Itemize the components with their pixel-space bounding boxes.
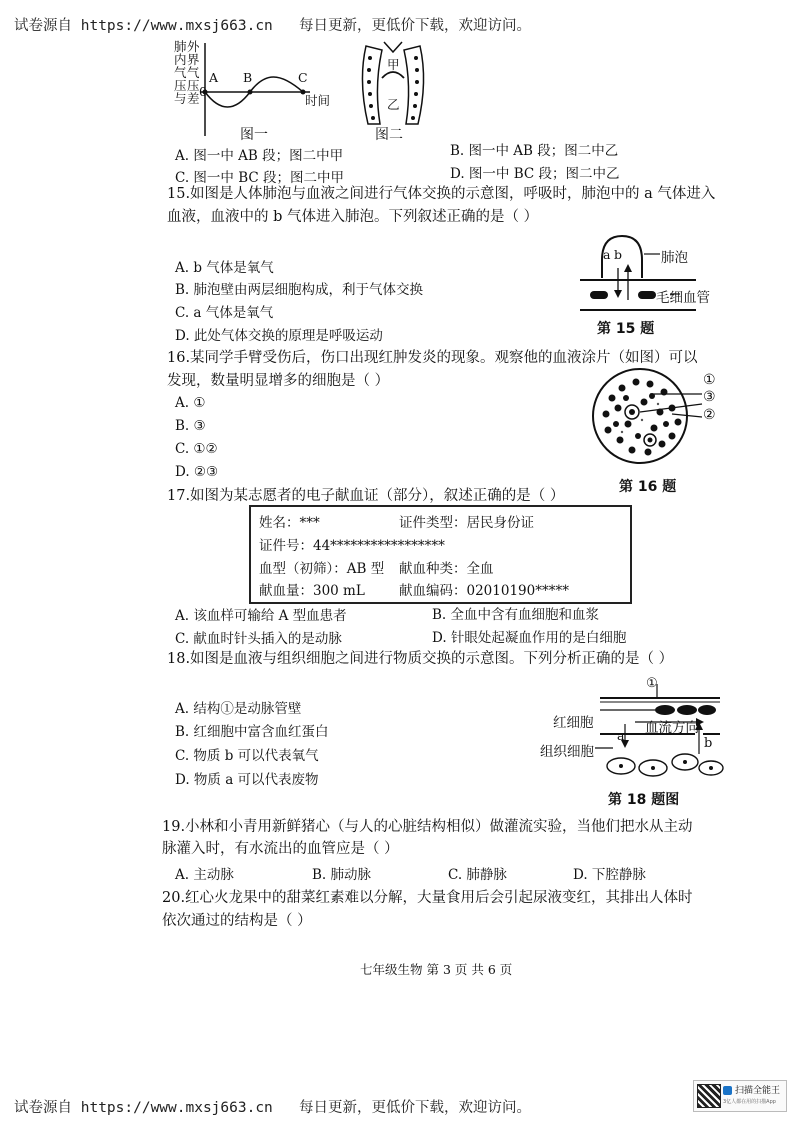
badge-title: 扫描全能王 [735,1086,781,1096]
fig2-left-wall [362,46,382,124]
q16-option-c[interactable]: C. ①② [175,441,218,457]
footer-url-link[interactable]: https://www.mxsj663.cn [80,1100,273,1116]
rbc-b [677,705,697,715]
q16-option-d[interactable]: D. ②③ [175,464,219,480]
q18-fig-caption: 第 18 题图 [608,792,680,808]
q15-stem-line-1: 15.如图是人体肺泡与血液之间进行气体交换的示意图，呼吸时，肺泡中的 a 气体进入 [167,186,716,202]
q18-fig-label-tissue: 组织细胞 [540,744,594,760]
fig1-caption: 图一 [240,127,268,143]
card-name: 姓名：*** [259,515,320,531]
q19-option-b[interactable]: B. 肺动脉 [312,867,372,883]
q15-option-c[interactable]: C. a 气体是氧气 [175,305,274,321]
card-code: 献血编码：02010190***** [399,583,569,599]
q18-fig-label-a: a [617,728,625,743]
fig2-label-lower: 乙 [387,97,400,112]
q15-fig-label-capillary: 毛细血管 [656,290,710,306]
rbc-c [698,705,716,715]
footer-slogan: 每日更新，更低价下载，欢迎访问。 [299,1100,531,1116]
rbc-1 [590,291,608,299]
q18-fig-label-flow: 血流方向 [645,720,699,736]
arrow-b-head [624,264,632,272]
q15-option-a[interactable]: A. b 气体是氧气 [175,260,274,276]
q14-option-c[interactable]: C. 图一中 BC 段；图二中甲 [175,170,345,186]
q17-option-a[interactable]: A. 该血样可输给 A 型血患者 [175,608,347,624]
q15-option-b[interactable]: B. 肺泡壁由两层细胞构成，利于气体交换 [175,282,424,298]
q15-fig-label-b: b [614,247,623,262]
header-slogan: 每日更新，更低价下载，欢迎访问。 [299,18,531,34]
q15-fig-label-a: a [603,247,611,262]
qr-code-icon [697,1084,721,1108]
header-bar [14,14,531,35]
q18-fig-label-b: b [704,736,713,751]
q17-option-b[interactable]: B. 全血中含有血细胞和血浆 [432,607,600,623]
q15-option-d[interactable]: D. 此处气体交换的原理是呼吸运动 [175,328,383,344]
q14-option-d[interactable]: D. 图一中 BC 段；图二中乙 [450,166,620,182]
q14-option-a[interactable]: A. 图一中 AB 段；图二中甲 [175,148,344,164]
q16-stem-line-1: 16.某同学手臂受伤后，伤口出现红肿发炎的现象。观察他的血液涂片（如图）可以 [167,350,698,366]
q15-fig-label-alveolus: 肺泡 [661,250,688,266]
header-source-label: 试卷源自 [14,18,72,34]
fig1-label-a: A [209,70,219,85]
fig1-ylabel-1: 肺内气压与 [174,39,187,106]
q18-option-a[interactable]: A. 结构①是动脉管壁 [175,701,302,717]
fig1-xlabel: 时间 [305,93,331,108]
fig2-top [384,42,402,52]
rbc-2 [638,291,656,299]
fig1-label-c: C [298,70,308,85]
fig1-origin: 0 [199,84,207,99]
q15-stem-line-2: 血液，血液中的 b 气体进入肺泡。下列叙述正确的是（ ） [167,209,539,225]
scanner-badge[interactable] [693,1080,787,1112]
q19-option-c[interactable]: C. 肺静脉 [448,867,507,883]
q18-fig-label-1: ① [646,676,658,691]
card-id-type: 证件类型：居民身份证 [399,515,534,531]
cs-logo-icon [723,1086,732,1095]
q20-stem-line-2: 依次通过的结构是（ ） [162,913,312,929]
card-donation-type: 献血种类：全血 [399,561,494,577]
figure-2-thorax [358,36,428,128]
q16-option-b[interactable]: B. ③ [175,418,206,434]
q17-stem: 17.如图为某志愿者的电子献血证（部分），叙述正确的是（ ） [167,488,565,504]
q18-fig-label-rbc: 红细胞 [553,715,594,731]
q16-fig-label-3: ③ [703,389,716,405]
q16-fig-caption: 第 16 题 [619,479,677,495]
q19-option-a[interactable]: A. 主动脉 [175,867,234,883]
q16-fig-label-2: ② [703,407,716,423]
q18-stem: 18.如图是血液与组织细胞之间进行物质交换的示意图。下列分析正确的是（ ） [167,651,674,667]
blood-donation-card [249,505,632,604]
q19-stem-line-1: 19.小林和小青用新鲜猪心（与人的心脏结构相似）做灌流实验，当他们把水从主动 [162,819,693,835]
q19-stem-line-2: 脉灌入时，有水流出的血管应是（ ） [162,841,399,857]
page-info: 七年级生物 第 3 页 共 6 页 [360,962,513,977]
footer-source-label: 试卷源自 [14,1100,72,1116]
q16-figure-blood-smear [592,368,712,468]
fig1-point-b [248,90,253,95]
q18-option-b[interactable]: B. 红细胞中富含血红蛋白 [175,724,329,740]
card-volume: 献血量：300 mL [259,583,365,599]
q17-option-d[interactable]: D. 针眼处起凝血作用的是白细胞 [432,630,627,646]
fig1-ylabel-2: 外界气压差 [187,39,200,106]
q16-fig-label-1: ① [703,372,716,388]
card-id-number: 证件号：44***************** [259,538,445,554]
arrow-a-head [614,290,622,298]
fig1-label-b: B [243,70,253,85]
q18-option-c[interactable]: C. 物质 b 可以代表氧气 [175,748,319,764]
fig2-caption: 图二 [375,127,403,143]
footer-bar [14,1096,531,1117]
q16-option-a[interactable]: A. ① [175,395,206,411]
q20-stem-line-1: 20.红心火龙果中的甜菜红素难以分解，大量食用后会引起尿液变红，其排出人体时 [162,890,693,906]
q16-stem-line-2: 发现，数量明显增多的细胞是（ ） [167,373,390,389]
q15-fig-caption: 第 15 题 [597,321,655,337]
card-blood-type: 血型（初筛）：AB 型 [259,561,385,577]
header-url-link[interactable]: https://www.mxsj663.cn [80,18,273,34]
rbc-a [655,705,675,715]
fig2-label-upper: 甲 [387,57,400,72]
q14-option-b[interactable]: B. 图一中 AB 段；图二中乙 [450,143,619,159]
q18-option-d[interactable]: D. 物质 a 可以代表废物 [175,772,319,788]
q19-option-d[interactable]: D. 下腔静脉 [573,867,646,883]
fig2-right-wall [404,46,424,124]
badge-subtitle: 3亿人都在用的扫描App [723,1099,776,1105]
q17-option-c[interactable]: C. 献血时针头插入的是动脉 [175,631,342,647]
